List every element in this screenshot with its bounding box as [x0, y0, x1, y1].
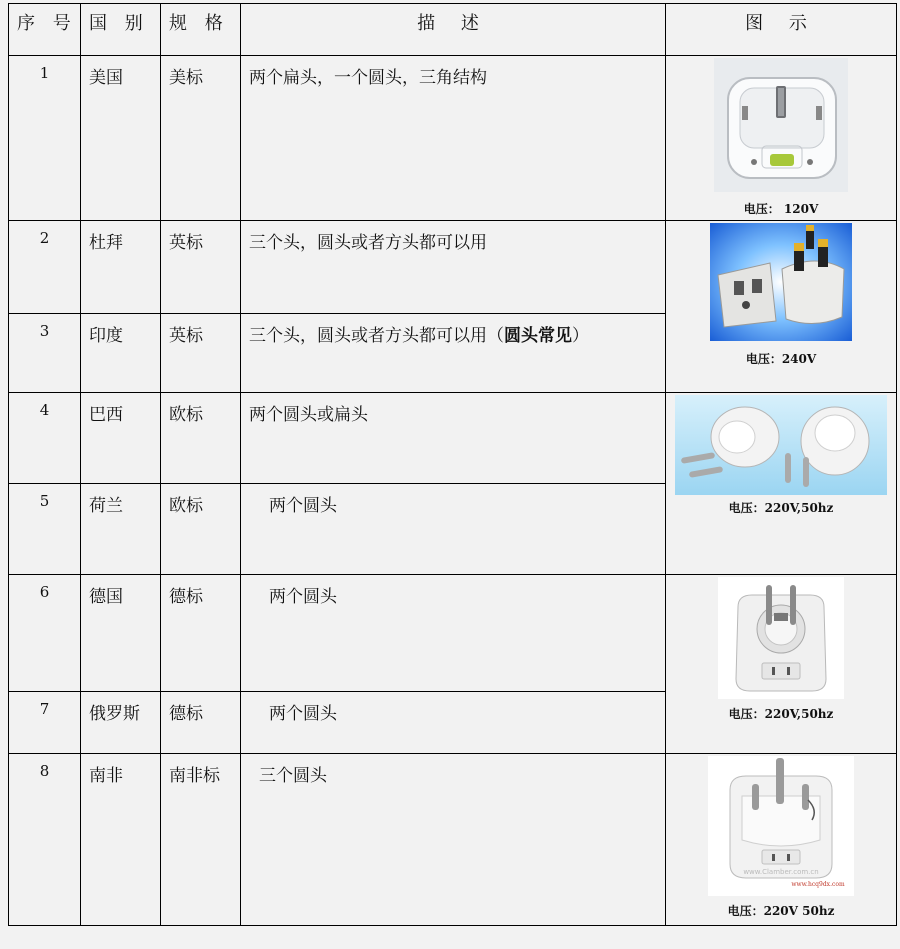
german-plug-adapter-icon: [718, 577, 844, 699]
row-number: 5: [39, 492, 50, 510]
header-country: 国 别: [81, 4, 161, 56]
description: 三个头，圆头或者方头都可以用（圆头常见）: [249, 326, 589, 346]
voltage-caption: 电压：220V,50hz: [728, 707, 834, 721]
country: 美国: [89, 68, 123, 88]
standard: 英标: [169, 326, 203, 346]
svg-text:www.hcq9dx.com: www.hcq9dx.com: [791, 881, 845, 888]
header-description: 描 述: [241, 4, 666, 56]
header-no: 序 号: [9, 4, 81, 56]
eu-plug-adapter-icon: [675, 395, 887, 495]
emphasis: 圆头常见: [504, 326, 572, 346]
image-cell: [666, 575, 897, 754]
voltage-caption: 电压：220V,50hz: [728, 501, 834, 515]
plug-standard-table: [8, 3, 897, 926]
table-row: [9, 575, 897, 692]
standard: 南非标: [169, 766, 220, 786]
south-africa-plug-adapter-icon: [708, 756, 854, 896]
header-image: 图 示: [666, 4, 897, 56]
standard: 欧标: [169, 405, 203, 425]
standard: 英标: [169, 233, 203, 253]
table-row: [9, 221, 897, 314]
description: 两个圆头: [269, 587, 337, 607]
image-cell: [666, 754, 897, 926]
country: 杜拜: [89, 233, 123, 253]
header-row: [9, 4, 897, 56]
svg-text:www.Clamber.com.cn: www.Clamber.com.cn: [743, 868, 819, 876]
image-cell: [666, 393, 897, 575]
row-number: 1: [39, 64, 50, 82]
row-number: 4: [39, 401, 50, 419]
standard: 德标: [169, 704, 203, 724]
voltage-caption: 电压：220V 50hz: [727, 904, 835, 918]
description: 三个头，圆头或者方头都可以用: [249, 233, 487, 253]
row-number: 3: [39, 322, 50, 340]
row-number: 6: [39, 583, 50, 601]
row-number: 7: [39, 700, 50, 718]
header-standard: 规 格: [161, 4, 241, 56]
description: 两个圆头: [269, 496, 337, 516]
voltage-caption: 电压： 120V: [743, 202, 819, 216]
country: 南非: [89, 766, 123, 786]
table-row: [9, 393, 897, 484]
country: 巴西: [89, 405, 123, 425]
row-number: 2: [39, 229, 50, 247]
us-plug-adapter-icon: [714, 58, 848, 192]
standard: 美标: [169, 68, 203, 88]
image-cell: [666, 221, 897, 393]
row-number: 8: [39, 762, 50, 780]
country: 德国: [89, 587, 123, 607]
table-row: [9, 56, 897, 221]
description: 两个扁头，一个圆头，三角结构: [249, 68, 487, 88]
standard: 德标: [169, 587, 203, 607]
country: 印度: [89, 326, 123, 346]
country: 荷兰: [89, 496, 123, 516]
voltage-caption: 电压：240V: [745, 352, 817, 366]
uk-plug-adapter-icon: [710, 223, 852, 341]
description: 三个圆头: [259, 766, 327, 786]
country: 俄罗斯: [89, 704, 140, 724]
image-cell: [666, 56, 897, 221]
description: 两个圆头: [269, 704, 337, 724]
standard: 欧标: [169, 496, 203, 516]
description: 两个圆头或扁头: [249, 405, 368, 425]
table-row: [9, 754, 897, 926]
